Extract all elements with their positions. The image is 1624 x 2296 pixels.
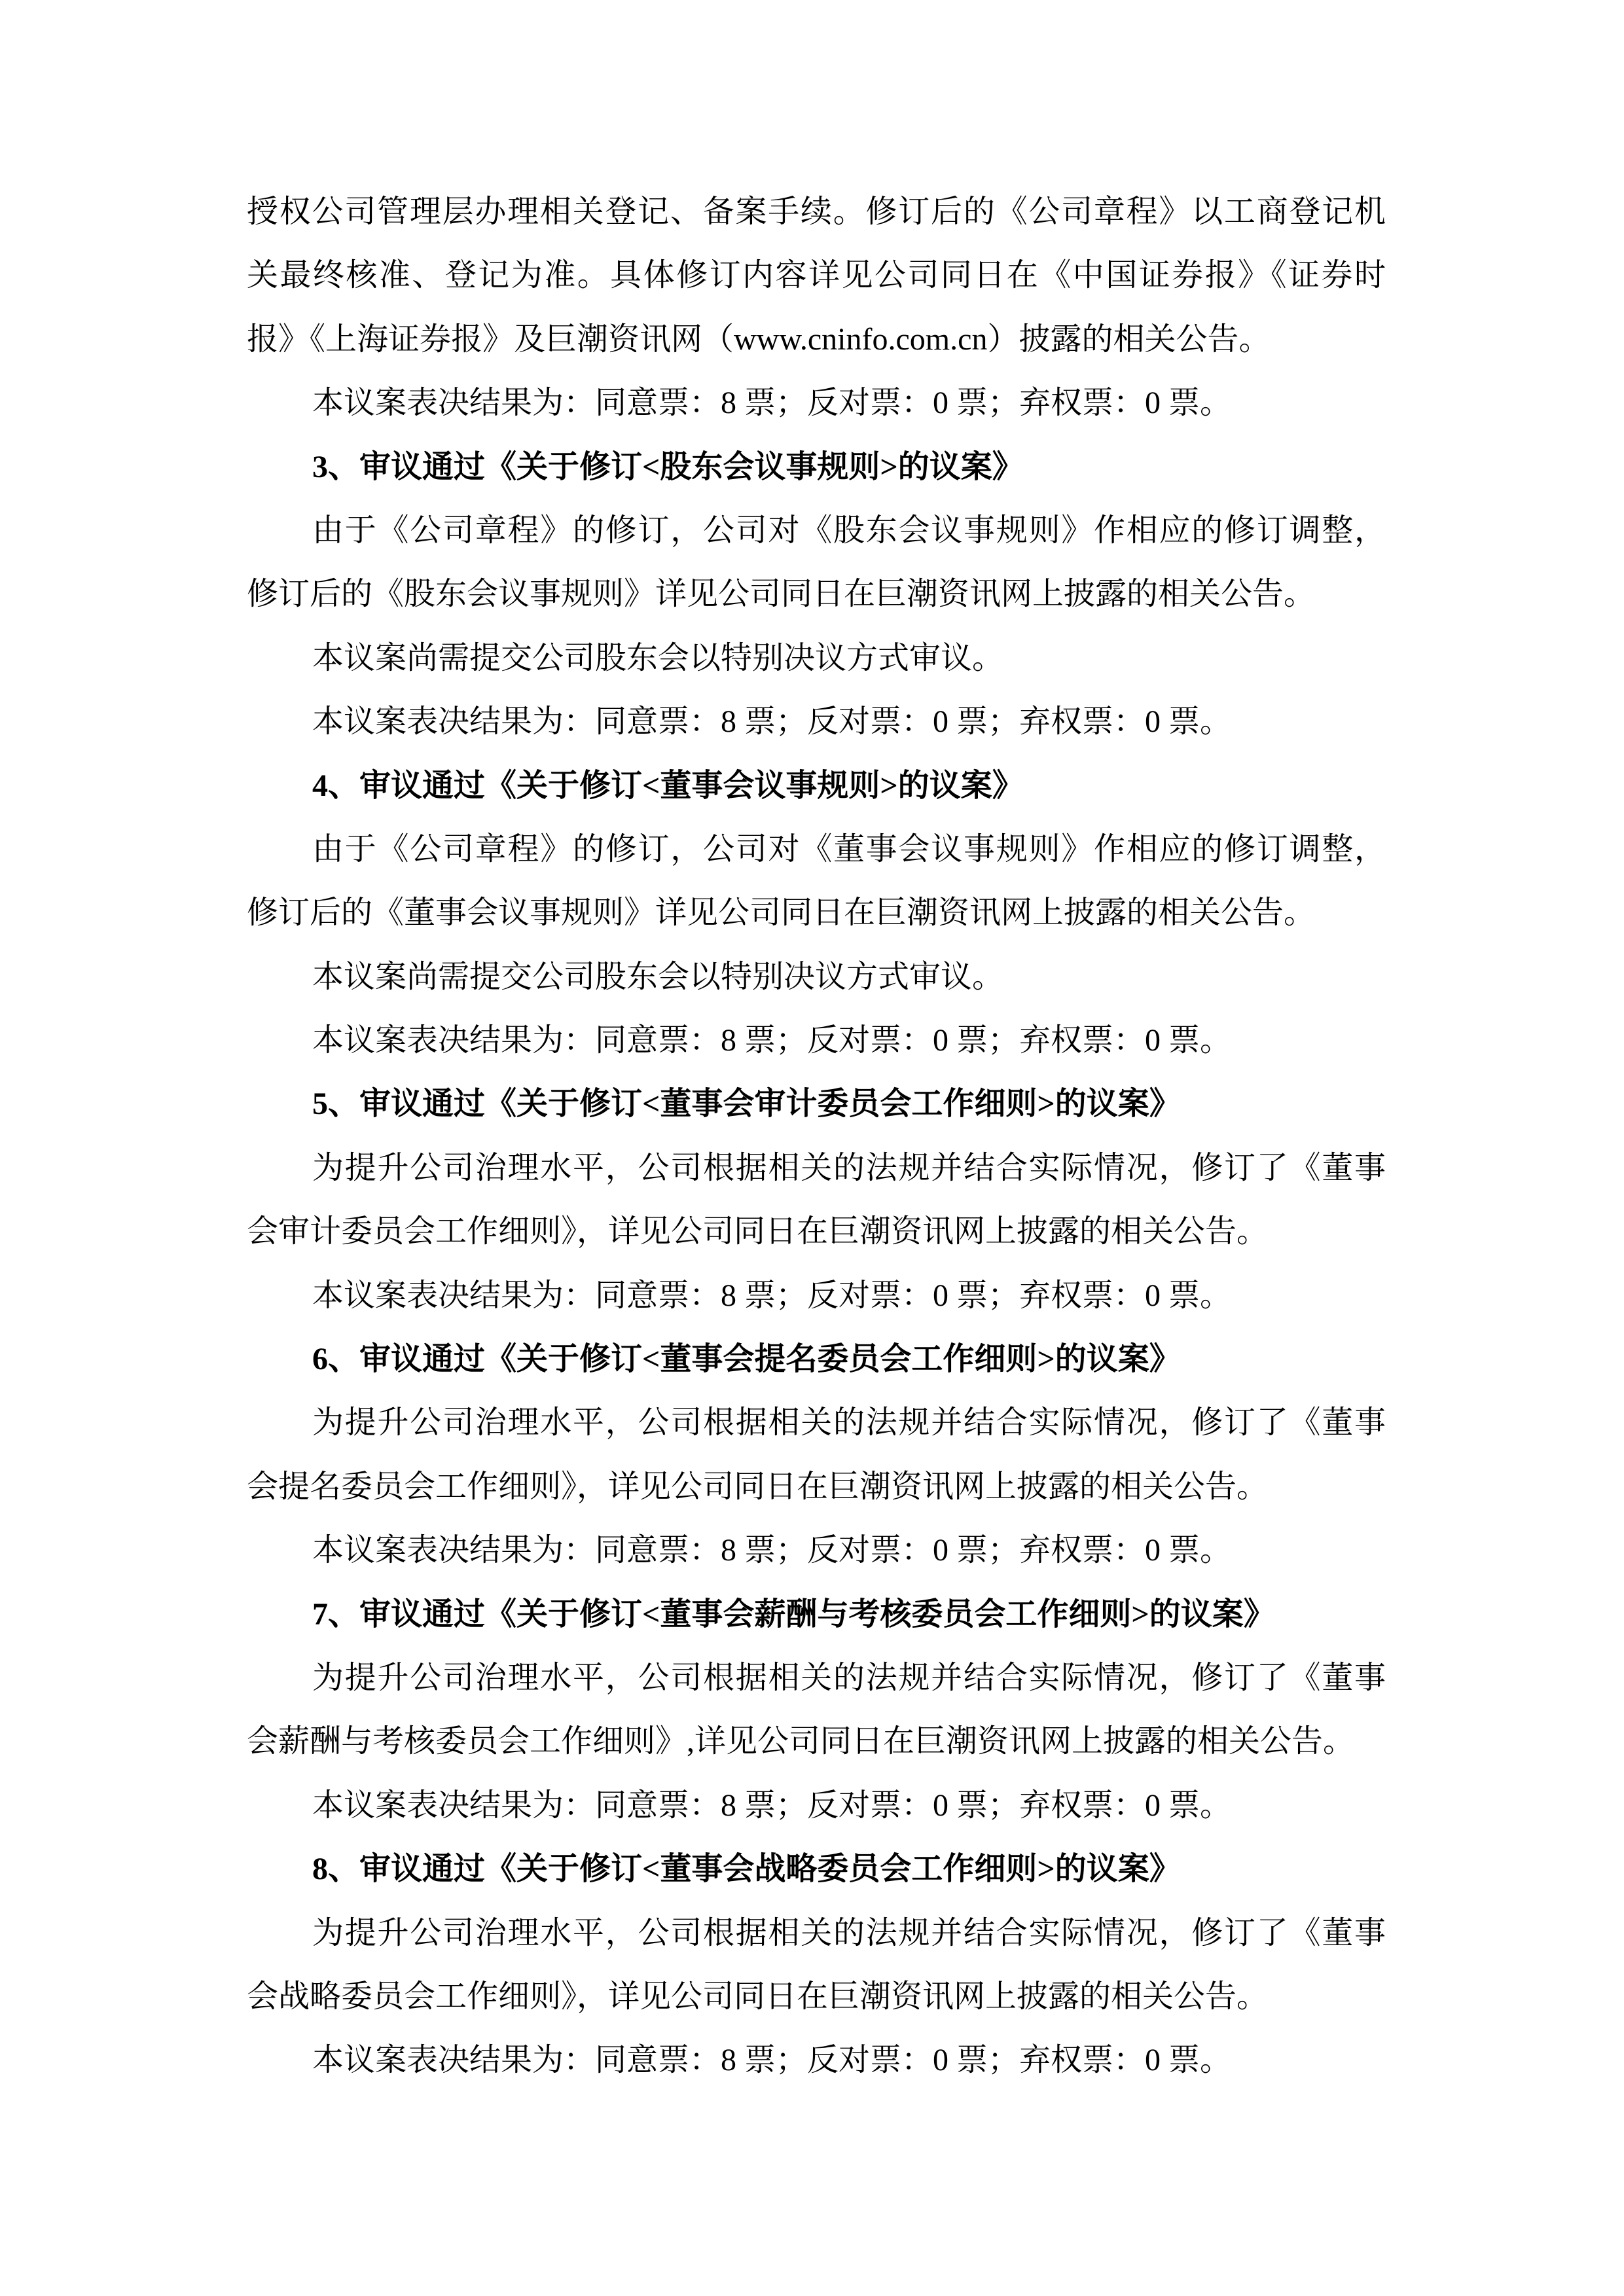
paragraph-amendment-registration <box>247 180 1386 371</box>
agenda-item-8-heading <box>247 1837 1386 1901</box>
paragraph-vote-result <box>247 371 1386 435</box>
agenda-item-5-heading <box>247 1072 1386 1136</box>
text-line: 本议案尚需提交公司股东会以特别决议方式审议。 <box>312 640 1004 675</box>
agenda-item-6-body <box>247 1391 1386 1518</box>
vote-result-line: 本议案表决结果为：同意票：8 票；反对票：0 票；弃权票：0 票。 <box>312 1023 1232 1058</box>
heading-line: 8、审议通过《关于修订<董事会战略委员会工作细则>的议案》 <box>312 1852 1181 1887</box>
agenda-item-4-special-resolution-note <box>247 945 1386 1009</box>
heading-line: 6、审议通过《关于修订<董事会提名委员会工作细则>的议案》 <box>312 1342 1181 1377</box>
document-body <box>247 180 1386 2092</box>
text-line: 本议案尚需提交公司股东会以特别决议方式审议。 <box>312 959 1004 994</box>
text-line: 修订后的《股东会议事规则》详见公司同日在巨潮资讯网上披露的相关公告。 <box>247 577 1316 612</box>
vote-result-line: 本议案表决结果为：同意票：8 票；反对票：0 票；弃权票：0 票。 <box>312 386 1232 421</box>
vote-result-line: 本议案表决结果为：同意票：8 票；反对票：0 票；弃权票：0 票。 <box>312 2043 1232 2078</box>
agenda-item-5-body <box>247 1136 1386 1264</box>
paragraph-vote-result <box>247 1009 1386 1072</box>
agenda-item-3-special-resolution-note <box>247 626 1386 690</box>
heading-line: 7、审议通过《关于修订<董事会薪酬与考核委员会工作细则>的议案》 <box>312 1596 1275 1632</box>
agenda-item-6-heading <box>247 1327 1386 1391</box>
paragraph-vote-result <box>247 1518 1386 1582</box>
agenda-item-4-body <box>247 817 1386 945</box>
heading-line: 4、审议通过《关于修订<董事会议事规则>的议案》 <box>312 768 1024 803</box>
agenda-item-7-body <box>247 1646 1386 1774</box>
text-line: 由于《公司章程》的修订，公司对《股东会议事规则》作相应的修订调整， <box>312 512 1386 548</box>
text-line: 会薪酬与考核委员会工作细则》,详见公司同日在巨潮资讯网上披露的相关公告。 <box>247 1724 1355 1759</box>
vote-result-line: 本议案表决结果为：同意票：8 票；反对票：0 票；弃权票：0 票。 <box>312 1787 1232 1823</box>
agenda-item-4-heading <box>247 754 1386 817</box>
vote-result-line: 本议案表决结果为：同意票：8 票；反对票：0 票；弃权票：0 票。 <box>312 704 1232 740</box>
text-line: 关最终核准、登记为准。具体修订内容详见公司同日在《中国证券报》《证券时 <box>247 258 1386 293</box>
text-line: 会战略委员会工作细则》，详见公司同日在巨潮资讯网上披露的相关公告。 <box>247 1979 1269 2014</box>
text-line: 授权公司管理层办理相关登记、备案手续。修订后的《公司章程》以工商登记机 <box>247 194 1386 229</box>
text-line: 会审计委员会工作细则》，详见公司同日在巨潮资讯网上披露的相关公告。 <box>247 1214 1269 1249</box>
text-line: 修订后的《董事会议事规则》详见公司同日在巨潮资讯网上披露的相关公告。 <box>247 895 1316 931</box>
text-line: 会提名委员会工作细则》，详见公司同日在巨潮资讯网上披露的相关公告。 <box>247 1469 1269 1504</box>
vote-result-line: 本议案表决结果为：同意票：8 票；反对票：0 票；弃权票：0 票。 <box>312 1533 1232 1568</box>
vote-result-line: 本议案表决结果为：同意票：8 票；反对票：0 票；弃权票：0 票。 <box>312 1278 1232 1313</box>
paragraph-vote-result <box>247 2028 1386 2092</box>
text-line: 为提升公司治理水平，公司根据相关的法规并结合实际情况，修订了《董事 <box>312 1660 1386 1695</box>
text-line: 为提升公司治理水平，公司根据相关的法规并结合实际情况，修订了《董事 <box>312 1915 1386 1950</box>
paragraph-vote-result <box>247 1774 1386 1837</box>
paragraph-vote-result <box>247 690 1386 753</box>
text-line: 由于《公司章程》的修订，公司对《董事会议事规则》作相应的修订调整， <box>312 831 1386 867</box>
heading-line: 5、审议通过《关于修订<董事会审计委员会工作细则>的议案》 <box>312 1086 1181 1122</box>
agenda-item-3-body <box>247 499 1386 626</box>
text-line: 报》《上海证券报》及巨潮资讯网（www.cninfo.com.cn）披露的相关公告。 <box>247 321 1271 357</box>
text-line: 为提升公司治理水平，公司根据相关的法规并结合实际情况，修订了《董事 <box>312 1405 1386 1441</box>
text-line: 为提升公司治理水平，公司根据相关的法规并结合实际情况，修订了《董事 <box>312 1150 1386 1185</box>
agenda-item-7-heading <box>247 1583 1386 1646</box>
heading-line: 3、审议通过《关于修订<股东会议事规则>的议案》 <box>312 449 1024 484</box>
paragraph-vote-result <box>247 1264 1386 1327</box>
agenda-item-3-heading <box>247 435 1386 499</box>
agenda-item-8-body <box>247 1901 1386 2029</box>
